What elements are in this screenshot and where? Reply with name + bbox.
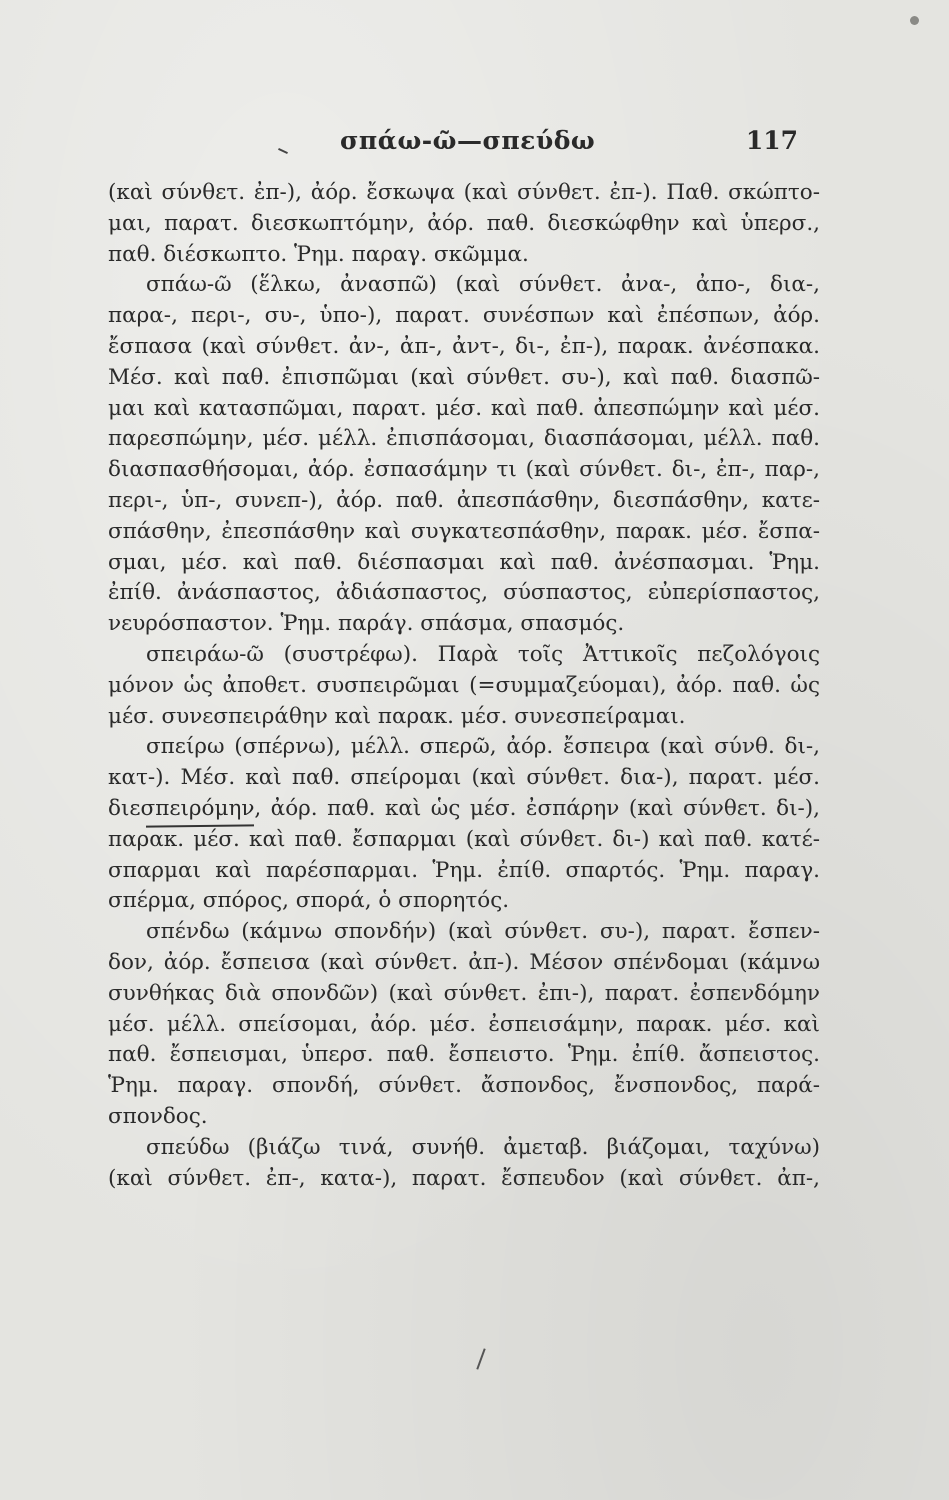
page-header <box>108 126 798 166</box>
text-line: συνθήκας διὰ σπονδῶν) (καὶ σύνθετ. ἐπι-), παρατ. ἐσπενδόμην <box>108 980 820 1006</box>
page-number: 117 <box>745 126 798 155</box>
text-line: περι-, ὑπ-, συνεπ-), ἀόρ. παθ. ἀπεσπάσθην, διεσπάσθην, κατε- <box>108 487 820 513</box>
entry-head-spao: σπάω-ῶ (ἕλκω, ἀνασπῶ) (καὶ σύνθετ. ἀνα-, ἀπο-, δια-, <box>146 272 820 298</box>
text-line: Ῥημ. παραγ. σπονδή, σύνθετ. ἄσπονδος, ἔνσπονδος, παρά- <box>108 1073 820 1099</box>
text-line: σπονδος. <box>108 1103 208 1129</box>
text-line: δον, ἀόρ. ἔσπεισα (καὶ σύνθετ. ἀπ-). Μέσον σπένδομαι (κάμνω <box>108 949 820 975</box>
text-line: παρακ. μέσ. καὶ παθ. ἔσπαρμαι (καὶ σύνθετ. δι-) καὶ παθ. κατέ- <box>108 826 820 852</box>
text-line: διασπασθήσομαι, ἀόρ. ἐσπασάμην τι (καὶ σύνθετ. δι-, ἐπ-, παρ-, <box>108 457 820 483</box>
text-line: κατ-). Μέσ. καὶ παθ. σπείρομαι (καὶ σύνθετ. δια-), παρατ. μέσ. <box>108 765 820 791</box>
text-line: μέσ. συνεσπειράθην καὶ παρακ. μέσ. συνεσπείραμαι. <box>108 703 686 729</box>
text-line: παθ. διέσκωπτο. Ῥημ. παραγ. σκῶμμα. <box>108 241 529 267</box>
text-line: μαι καὶ κατασπῶμαι, παρατ. μέσ. καὶ παθ. ἀπεσπώμην καὶ μέσ. <box>108 395 820 421</box>
text-line: διεσπειρόμην, ἀόρ. παθ. καὶ ὡς μέσ. ἐσπάρην (καὶ σύνθετ. δι-), <box>108 795 820 821</box>
text-line: παθ. ἔσπεισμαι, ὑπερσ. παθ. ἔσπειστο. Ῥημ. ἐπίθ. ἄσπειστος. <box>108 1042 820 1068</box>
text-line: παρα-, περι-, συ-, ὑπο-), παρατ. συνέσπων καὶ ἐπέσπων, ἀόρ. <box>108 303 820 329</box>
print-speck <box>910 16 919 25</box>
text-line: ἔσπασα (καὶ σύνθετ. ἀν-, ἀπ-, ἀντ-, δι-, ἐπ-), παρακ. ἀνέσπακα. <box>108 333 820 359</box>
text-line: σπάσθην, ἐπεσπάσθην καὶ συγκατεσπάσθην, παρακ. μέσ. ἔσπα- <box>108 518 820 544</box>
text-line: νευρόσπαστον. Ῥημ. παράγ. σπάσμα, σπασμός. <box>108 611 625 637</box>
entry-head-speudo: σπεύδω (βιάζω τινά, συνήθ. ἀμεταβ. βιάζομαι, ταχύνω) <box>146 1134 820 1160</box>
entry-head-speiro: σπείρω (σπέρνω), μέλλ. σπερῶ, ἀόρ. ἔσπειρα (καὶ σύνθ. δι-, <box>146 734 820 760</box>
text-line: (καὶ σύνθετ. ἐπ-, κατα-), παρατ. ἔσπευδον (καὶ σύνθετ. ἀπ-, <box>108 1165 820 1191</box>
entry-head-speirao: σπειράω-ῶ (συστρέφω). Παρὰ τοῖς Ἀττικοῖς πεζολόγοις <box>146 641 820 667</box>
text-line: σπαρμαι καὶ παρέσπαρμαι. Ῥημ. ἐπίθ. σπαρτός. Ῥημ. παραγ. <box>108 857 820 883</box>
text-line: παρεσπώμην, μέσ. μέλλ. ἐπισπάσομαι, διασπάσομαι, μέλλ. παθ. <box>108 426 820 452</box>
entry-head-spendo: σπένδω (κάμνω σπονδήν) (καὶ σύνθετ. συ-), παρατ. ἔσπεν- <box>146 919 820 945</box>
text-line: (καὶ σύνθετ. ἐπ-), ἀόρ. ἔσκωψα (καὶ σύνθετ. ἐπ-). Παθ. σκώπτο- <box>108 180 820 205</box>
dictionary-entries <box>108 178 820 1194</box>
text-line: σπέρμα, σπόρος, σπορά, ὁ σπορητός. <box>108 888 510 914</box>
text-line: σμαι, μέσ. καὶ παθ. διέσπασμαι καὶ παθ. ἀνέσπασμαι. Ῥημ. <box>108 549 820 575</box>
text-line: μαι, παρατ. διεσκωπτόμην, ἀόρ. παθ. διεσκώφθην καὶ ὑπερσ., <box>108 210 820 236</box>
text-line: ἐπίθ. ἀνάσπαστος, ἀδιάσπαστος, σύσπαστος, εὐπερίσπαστος, <box>108 580 820 606</box>
pencil-slash-mark <box>476 1348 485 1369</box>
text-line: μόνον ὡς ἀποθετ. συσπειρῶμαι (=συμμαζεύομαι), ἀόρ. παθ. ὡς <box>108 672 820 698</box>
text-line: Μέσ. καὶ παθ. ἐπισπῶμαι (καὶ σύνθετ. συ-), καὶ παθ. διασπῶ- <box>108 364 820 390</box>
running-head: σπάω-ῶ—σπεύδω <box>340 126 596 155</box>
text-line: μέσ. μέλλ. σπείσομαι, ἀόρ. μέσ. ἐσπεισάμην, παρακ. μέσ. καὶ <box>108 1011 820 1037</box>
